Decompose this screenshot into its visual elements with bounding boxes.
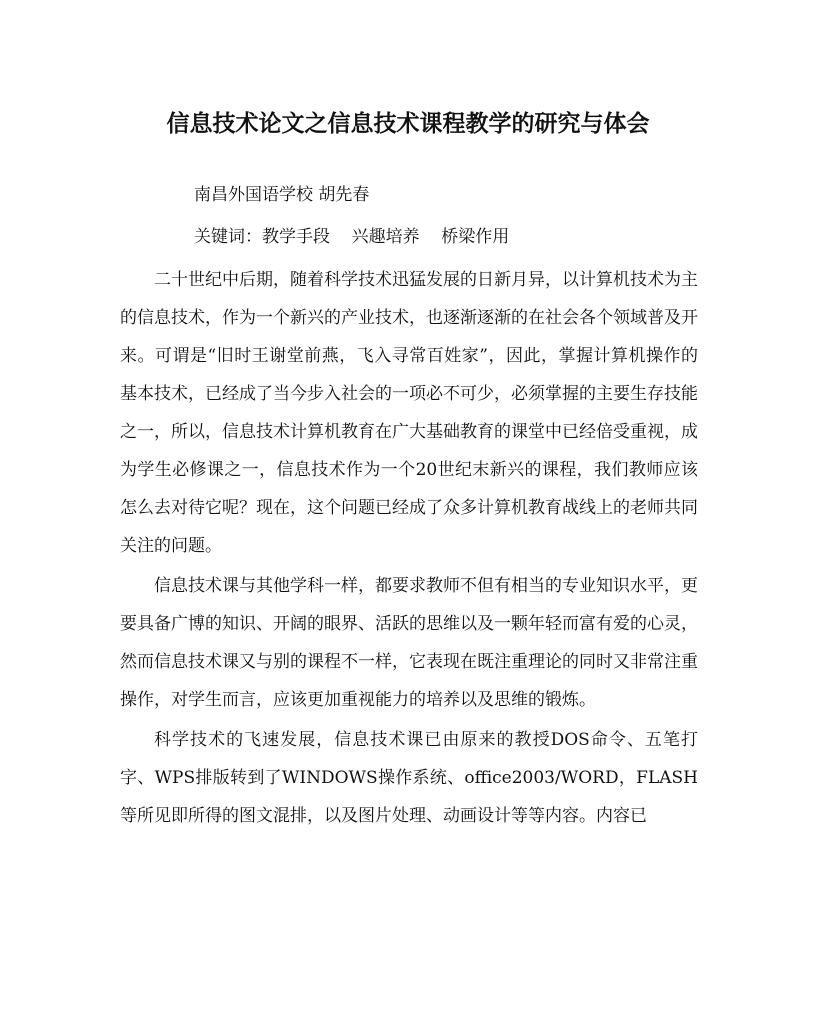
keywords-line: 关键词：教学手段 兴趣培养 桥梁作用 [194, 227, 510, 247]
paragraph-2: 信息技术课与其他学科一样，都要求教师不但有相当的专业知识水平，更要具备广博的知识、开阔的眼界、活跃的思维以及一颗年轻而富有爱的心灵，然而信息技术课又与别的课程不一样，它表现在既注重理论的同时又非常注重操作，对学生而言，应该更加重视能力的培养以及思维的锻炼。 [120, 576, 698, 710]
document-body [120, 261, 698, 835]
author-line: 南昌外国语学校 胡先春 [194, 185, 370, 205]
document-title: 信息技术论文之信息技术课程教学的研究与体会 [166, 110, 650, 137]
paragraph-3: 科学技术的飞速发展，信息技术课已由原来的教授DOS命令、五笔打字、WPS排版转到了WINDOWS操作系统、office2003/WORD，FLASH等所见即所得的图文混排，以及图片处理、动画设计等等内容。内容已 [120, 730, 698, 826]
paragraph-1: 二十世纪中后期，随着科学技术迅猛发展的日新月异，以计算机技术为主的信息技术，作为一个新兴的产业技术，也逐渐逐渐的在社会各个领域普及开来。可谓是“旧时王谢堂前燕，飞入寻常百姓家”，因此，掌握计算机操作的基本技术，已经成了当今步入社会的一项必不可少，必须掌握的主要生存技能之一，所以，信息技术计算机教育在广大基础教育的课堂中已经倍受重视，成为学生必修课之一，信息技术作为一个20世纪末新兴的课程，我们教师应该怎么去对待它呢？现在，这个问题已经成了众多计算机教育战线上的老师共同关注的问题。 [120, 270, 698, 556]
